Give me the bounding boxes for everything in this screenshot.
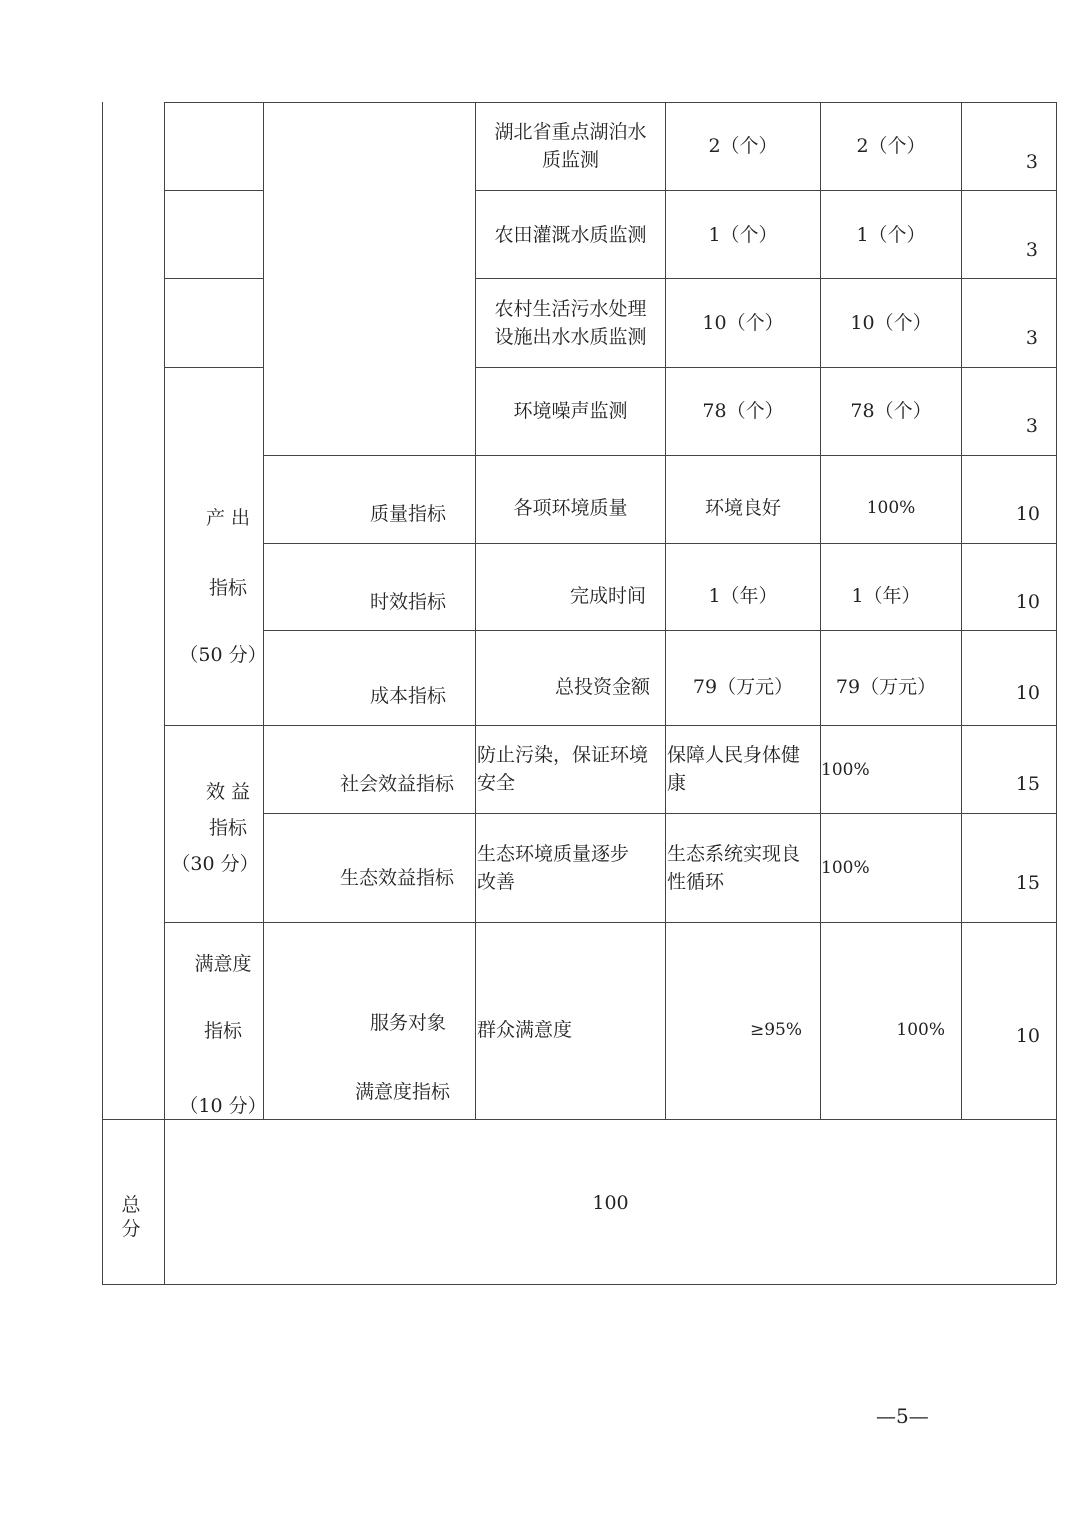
- row3-actual: 10（个）: [850, 312, 932, 334]
- benefit-group-line1: 效 益: [205, 781, 251, 803]
- row1-item-line2: 质监测: [541, 149, 599, 171]
- row1-target: 2（个）: [708, 135, 778, 157]
- row10-indicator-line1: 服务对象: [369, 1012, 446, 1034]
- row8-item-line2: 安全: [477, 772, 516, 794]
- row3-target: 10（个）: [702, 312, 784, 334]
- row4-actual: 78（个）: [850, 400, 932, 422]
- row6-indicator: 时效指标: [369, 591, 446, 613]
- row4-target: 78（个）: [702, 400, 784, 422]
- row10-target: ≥95%: [749, 1020, 802, 1040]
- satisfaction-group-line1: 满意度: [194, 953, 252, 975]
- row5-actual: 100%: [866, 498, 916, 518]
- row7-score: 10: [1015, 682, 1040, 704]
- row7-target: 79（万元）: [692, 676, 794, 698]
- row5-indicator: 质量指标: [369, 503, 446, 525]
- row9-item-line2: 改善: [477, 871, 516, 893]
- row1-score: 3: [1025, 151, 1038, 173]
- row3-item-line2: 设施出水水质监测: [494, 326, 647, 348]
- row5-item: 各项环境质量: [513, 497, 628, 519]
- row5-score: 10: [1015, 503, 1040, 525]
- row9-target-line1: 生态系统实现良: [667, 843, 801, 865]
- row6-actual: 1（年）: [851, 585, 921, 607]
- row8-indicator: 社会效益指标: [339, 773, 454, 795]
- row10-score: 10: [1015, 1025, 1040, 1047]
- row8-score: 15: [1015, 773, 1040, 795]
- row4-score: 3: [1025, 415, 1038, 437]
- row9-actual: 100%: [821, 858, 870, 878]
- row7-indicator: 成本指标: [369, 685, 446, 707]
- output-group-line2: 指标: [208, 577, 247, 599]
- row8-actual: 100%: [821, 760, 870, 780]
- row4-item: 环境噪声监测: [513, 400, 628, 422]
- satisfaction-group-line2: 指标: [203, 1020, 242, 1042]
- row1-actual: 2（个）: [856, 135, 926, 157]
- row10-indicator-line2: 满意度指标: [354, 1081, 450, 1103]
- output-group-line1: 产 出: [205, 507, 251, 529]
- page-number: —5—: [876, 1404, 929, 1428]
- row9-indicator: 生态效益指标: [339, 867, 454, 889]
- total-label-line1: 总: [121, 1194, 141, 1216]
- row8-item-line1: 防止污染，保证环境: [477, 744, 649, 766]
- row2-target: 1（个）: [708, 224, 778, 246]
- row2-item: 农田灌溉水质监测: [494, 224, 647, 246]
- row6-target: 1（年）: [708, 585, 778, 607]
- row3-score: 3: [1025, 327, 1038, 349]
- row9-target-line2: 性循环: [667, 871, 725, 893]
- row8-target-line1: 保障人民身体健: [667, 744, 801, 766]
- satisfaction-group-line3: （10 分）: [179, 1095, 267, 1117]
- row7-actual: 79（万元）: [835, 676, 937, 698]
- row2-actual: 1（个）: [856, 224, 926, 246]
- benefit-group-line2: 指标: [208, 817, 247, 839]
- row6-score: 10: [1015, 591, 1040, 613]
- row9-score: 15: [1015, 872, 1040, 894]
- row10-actual: 100%: [896, 1020, 945, 1040]
- benefit-group-line3: （30 分）: [171, 853, 259, 875]
- row1-item-line1: 湖北省重点湖泊水: [494, 121, 647, 143]
- row8-target-line2: 康: [667, 772, 687, 794]
- row3-item-line1: 农村生活污水处理: [494, 298, 647, 320]
- output-group-line3: （50 分）: [179, 644, 267, 666]
- row9-item-line1: 生态环境质量逐步: [477, 843, 630, 865]
- row7-item: 总投资金额: [554, 676, 650, 698]
- row10-item: 群众满意度: [477, 1019, 573, 1041]
- total-label-line2: 分: [121, 1218, 141, 1240]
- row6-item: 完成时间: [569, 585, 646, 607]
- row2-score: 3: [1025, 239, 1038, 261]
- total-value: 100: [592, 1192, 629, 1214]
- row5-target: 环境良好: [704, 497, 781, 519]
